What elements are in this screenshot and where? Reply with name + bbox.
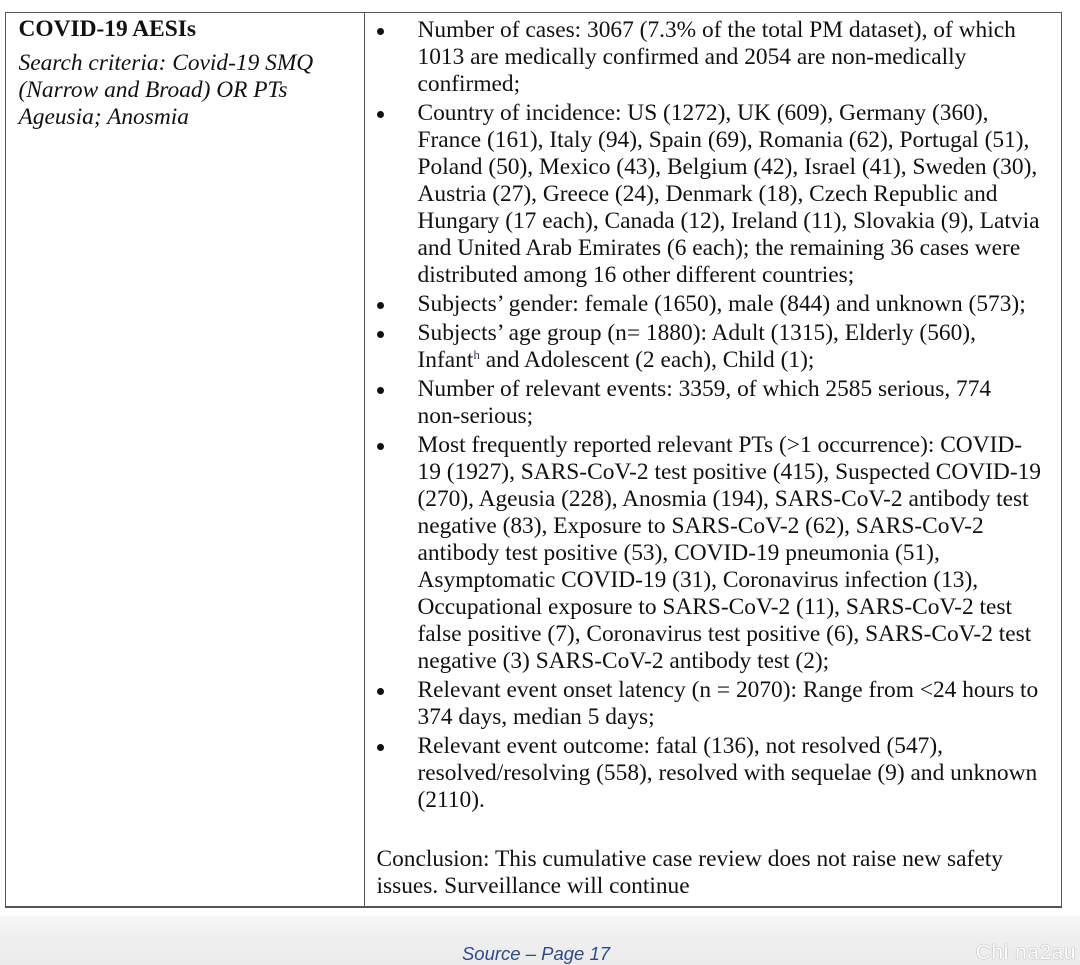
bullet-icon <box>377 387 384 394</box>
aesi-table <box>5 12 1062 908</box>
conclusion-line: issues. Surveillance will continue <box>376 873 690 899</box>
list-item-event-outcome <box>418 733 1062 814</box>
bullet-icon <box>377 302 384 309</box>
bullet-icon <box>377 744 384 751</box>
list-item-line: Occupational exposure to SARS-CoV-2 (11), SARS-CoV-2 test <box>417 594 1012 620</box>
list-item-line: Relevant event outcome: fatal (136), not resolved (547), <box>417 733 943 759</box>
list-item-line: Austria (27), Greece (24), Denmark (18), Czech Republic and <box>417 181 998 207</box>
category-heading: COVID-19 AESIs <box>18 16 196 42</box>
list-item-line: Poland (50), Mexico (43), Belgium (42), Israel (41), Sweden (30), <box>417 154 1038 180</box>
list-item-line: false positive (7), Coronavirus test positive (6), SARS-CoV-2 test <box>417 621 1032 647</box>
list-item-number-of-cases <box>418 17 1062 98</box>
list-item-line: Country of incidence: US (1272), UK (609), Germany (360), <box>417 100 989 126</box>
conclusion-paragraph <box>377 846 1003 900</box>
list-item-line: Most frequently reported relevant PTs (>1 occurrence): COVID- <box>417 432 1023 458</box>
list-item-line: Hungary (17 each), Canada (12), Ireland (11), Slovakia (9), Latvia <box>417 208 1040 234</box>
list-item-subjects-gender <box>418 291 1062 318</box>
list-item-line: France (161), Italy (94), Spain (69), Romania (62), Portugal (51), <box>417 127 1030 153</box>
criteria-line: Search criteria: Covid-19 SMQ <box>18 50 314 76</box>
list-item-line: Number of relevant events: 3359, of which 2585 serious, 774 <box>417 376 992 402</box>
bullet-icon <box>377 331 384 338</box>
list-item-line: antibody test positive (53), COVID-19 pneumonia (51), <box>417 540 940 566</box>
category-cell <box>6 13 365 906</box>
list-item-frequent-pts <box>418 432 1062 675</box>
conclusion-line: Conclusion: This cumulative case review does not raise new safety <box>376 846 1003 872</box>
list-item-line: 374 days, median 5 days; <box>417 704 655 730</box>
infant-label: Infant <box>417 347 474 373</box>
list-item-subjects-age-group <box>418 320 1062 374</box>
list-item-line: Relevant event onset latency (n = 2070): Range from <24 hours to <box>417 677 1039 703</box>
list-item-line <box>418 347 1062 374</box>
list-item-line: and United Arab Emirates (6 each); the remaining 36 cases were <box>417 235 1021 261</box>
list-item-line: (270), Ageusia (228), Anosmia (194), SARS-CoV-2 antibody test <box>417 486 1029 512</box>
list-item-line: Asymptomatic COVID-19 (31), Coronavirus infection (13), <box>417 567 979 593</box>
criteria-line: (Narrow and Broad) OR PTs <box>18 77 288 103</box>
criteria-line: Ageusia; Anosmia <box>18 104 189 130</box>
list-item-line: negative (83), Exposure to SARS-CoV-2 (62), SARS-CoV-2 <box>417 513 984 539</box>
bullet-icon <box>377 28 384 35</box>
age-group-continuation: and Adolescent (2 each), Child (1); <box>479 347 815 373</box>
list-item-line: distributed among 16 other different countries; <box>417 262 855 288</box>
list-item-line: Subjects’ age group (n= 1880): Adult (1315), Elderly (560), <box>417 320 976 346</box>
findings-cell <box>365 13 1061 906</box>
bullet-icon <box>377 688 384 695</box>
list-item-onset-latency <box>418 677 1062 731</box>
list-item-line: non-serious; <box>417 403 534 429</box>
footnote-marker: h <box>473 347 480 362</box>
list-item-relevant-events <box>418 376 1062 430</box>
list-item-line: (2110). <box>417 787 485 813</box>
findings-list <box>418 17 1062 814</box>
list-item-line: Subjects’ gender: female (1650), male (844) and unknown (573); <box>417 291 1026 317</box>
source-caption: Source – Page 17 <box>461 943 611 964</box>
list-item-line: 1013 are medically confirmed and 2054 are non-medically <box>417 44 967 70</box>
bullet-icon <box>377 111 384 118</box>
bullet-icon <box>377 443 384 450</box>
list-item-line: 19 (1927), SARS-CoV-2 test positive (415), Suspected COVID-19 <box>417 459 1042 485</box>
watermark: Chi na2au <box>975 941 1076 964</box>
list-item-line: confirmed; <box>417 71 521 97</box>
list-item-line: resolved/resolving (558), resolved with sequelae (9) and unknown <box>417 760 1038 786</box>
list-item-country-of-incidence <box>418 100 1062 289</box>
list-item-line: negative (3) SARS-CoV-2 antibody test (2); <box>417 648 830 674</box>
search-criteria <box>19 50 365 131</box>
list-item-line: Number of cases: 3067 (7.3% of the total PM dataset), of which <box>417 17 1016 43</box>
